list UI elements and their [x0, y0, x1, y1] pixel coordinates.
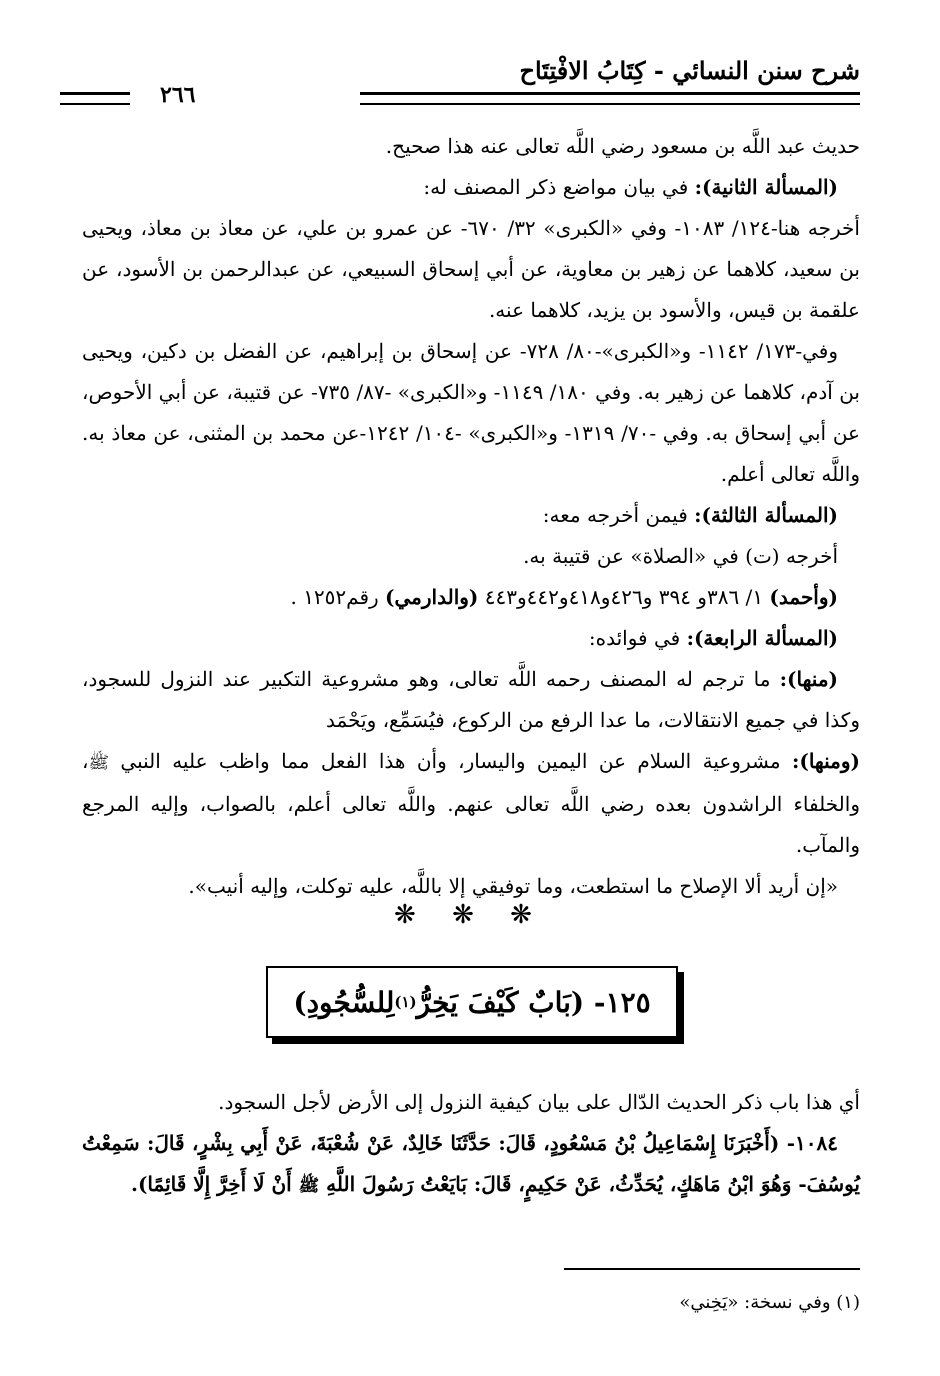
running-title: شرح سنن النسائي - كِتَابُ الافْتِتَاح [519, 56, 860, 85]
paragraph-text: ، والخلفاء الراشدون بعده رضي اللَّه تعالى عنهم. واللَّه تعالى أعلم، بالصواب، وإليه المرجع والمآب. [82, 749, 860, 857]
paragraph [82, 618, 860, 659]
paragraph: أخرجه هنا-١٢٤/ ١٠٨٣- وفي «الكبرى» ٣٢/ ٦٧٠- عن عمرو بن علي، عن معاذ بن معاذ، ويحيى بن سعيد، كلاهما عن زهير بن معاوية، عن أبي إسحاق السبيعي، عن عبدالرحمن بن الأسود، عن علقمة بن قيس، والأسود بن يزيد، كلاهما عنه. [82, 216, 860, 322]
hadith-paragraph [82, 1123, 860, 1207]
section-label: (المسألة الثانية): [694, 175, 838, 199]
paragraph: أي هذا باب ذكر الحديث الدّال على بيان كيفية النزول إلى الأرض لأجل السجود. [218, 1090, 860, 1114]
section-label: (المسألة الثالثة): [694, 503, 838, 527]
chapter-title: ١٢٥- (بَابٌ كَيْفَ يَخِرُّ [416, 985, 651, 1019]
benefit-label: (ومنها): [791, 749, 860, 773]
paragraph-text: رقم١٢٥٢ . [290, 585, 386, 609]
paragraph-text: في فوائده: [588, 626, 687, 650]
page-header [60, 52, 860, 108]
paragraph-text: ما ترجم له المصنف رحمه اللَّه تعالى، وهو مشروعية التكبير عند النزول للسجود، وكذا في جميع الانتقالات، ما عدا الرفع من الركوع، فيُسَمِّع، ويَحْمَد [82, 667, 860, 732]
paragraph [82, 741, 860, 866]
paragraph: حديث عبد اللَّه بن مسعود رضي اللَّه تعالى عنه هذا صحيح. [385, 134, 860, 158]
paragraph-text: ١/ ٣٨٦و ٣٩٤ و٤٢٦و٤١٨و٤٤٢و٤٤٣ [478, 585, 770, 609]
paragraph [82, 495, 860, 536]
salutation-glyph: ﷺ [88, 753, 110, 773]
hadith-number: ١٠٨٤- [786, 1131, 838, 1155]
hadith-text: (أَخْبَرَنَا إِسْمَاعِيلُ بْنُ مَسْعُودٍ، قَالَ: حَدَّثَنَا خَالِدٌ، عَنْ شُعْبَةَ، عَنْ أَبِي بِشْرٍ، قَالَ: سَمِعْتُ يُوسُفَ- وَهُوَ ابْنُ مَاهَكٍ، يُحَدِّثُ، عَنْ حَكِيمٍ، قَالَ: بَايَعْتُ رَسُولَ اللَّهِ [82, 1131, 860, 1196]
paragraph [82, 659, 860, 741]
section-separator: ❋ ❋ ❋ [394, 900, 546, 930]
header-rule [360, 92, 860, 105]
section-label: (المسألة الرابعة): [686, 626, 838, 650]
chapter-title-end: لِلسُّجُودِ) [293, 985, 395, 1019]
benefit-label: (منها): [779, 667, 838, 691]
header-rule-left [60, 92, 130, 105]
paragraph-text: مشروعية السلام عن اليمين واليسار، وأن هذا الفعل مما واظب عليه النبي [109, 749, 792, 773]
chapter-heading [266, 966, 678, 1038]
footnote-marker: (١) [394, 993, 417, 1011]
footnote-divider [564, 1268, 860, 1270]
page-number: ٢٦٦ [160, 82, 196, 108]
paragraph [82, 167, 860, 208]
paragraph [82, 577, 860, 618]
footnote: (١) وفي نسخة: «يَخِني» [679, 1292, 860, 1313]
paragraph: «إن أريد ألا الإصلاح ما استطعت، وما توفيقي إلا باللَّه، عليه توكلت، وإليه أنيب». [188, 874, 838, 898]
source-label: (وأحمد) [769, 585, 838, 609]
salutation-glyph: ﷺ [298, 1176, 320, 1196]
paragraph-text: فيمن أخرجه معه: [542, 503, 695, 527]
hadith-text: أَنْ لَا أَخِرَّ إِلَّا قَائِمًا). [130, 1172, 299, 1196]
paragraph-text: في بيان مواضع ذكر المصنف له: [423, 175, 695, 199]
paragraph: وفي-١٧٣/ ١١٤٢- و«الكبرى»-٨٠/ ٧٢٨- عن إسحاق بن إبراهيم، عن الفضل بن دكين، ويحيى بن آدم، كلاهما عن زهير به. وفي ١٨٠/ ١١٤٩- و«الكبرى» -٨٧/ ٧٣٥- عن قتيبة، عن أبي الأحوص، عن أبي إسحاق به. وفي -٧٠/ ١٣١٩- و«الكبرى» -١٠٤/ ١٢٤٢-عن محمد بن المثنى، عن معاذ به. واللَّه تعالى أعلم. [82, 339, 860, 486]
main-text [82, 126, 860, 907]
paragraph: أخرجه (ت) في «الصلاة» عن قتيبة به. [523, 544, 838, 568]
source-label: (والدارمي) [385, 585, 479, 609]
chapter-text [82, 1082, 860, 1207]
